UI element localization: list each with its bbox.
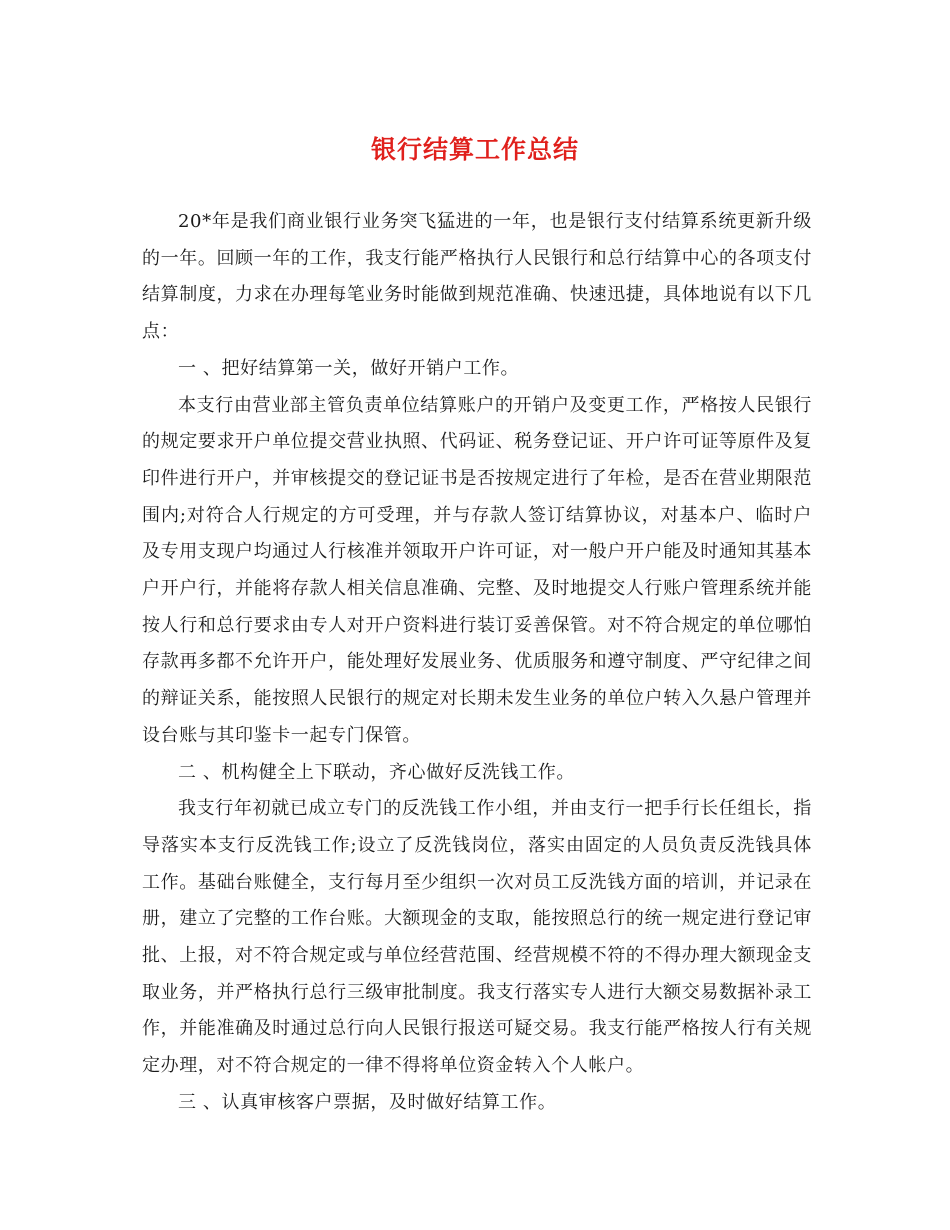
section-heading-1: 一 、把好结算第一关，做好开销户工作。 [178,357,520,379]
paragraph-account-opening: 本支行由营业部主管负责单位结算账户的开销户及变更工作，严格按人民银行的规定要求开户单位提交营业执照、代码证、税务登记证、开户许可证等原件及复印件进行开户，并审核提交的登记证书是否按规定进行了年检，是否在营业期限范围内;对符合人行规定的方可受理，并与存款人签订结算协议，对基本户、临时户及专用支现户均通过人行核准并领取开户许可证，对一般户开户能及时通知其基本户开户行，并能将存款人相关信息准确、完整、及时地提交人行账户管理系统并能按人行和总行要求由专人对开户资料进行装订妥善保管。对不符合规定的单位哪怕存款再多都不允许开户，能处理好发展业务、优质服务和遵守制度、严守纪律之间的辩证关系，能按照人民银行的规定对长期未发生业务的单位户转入久悬户管理并设台账与其印鉴卡一起专门保管。 [142,394,812,746]
section-heading-3: 三 、认真审核客户票据，及时做好结算工作。 [178,1091,557,1113]
paragraph-intro: 20*年是我们商业银行业务突飞猛进的一年，也是银行支付结算系统更新升级的一年。回顾一年的工作，我支行能严格执行人民银行和总行结算中心的各项支付结算制度，力求在办理每笔业务时能做到规范准确、快速迅捷，具体地说有以下几点： [142,211,812,343]
paragraph-anti-money-laundering: 我支行年初就已成立专门的反洗钱工作小组，并由支行一把手行长任组长，指导落实本支行反洗钱工作;设立了反洗钱岗位，落实由固定的人员负责反洗钱具体工作。基础台账健全，支行每月至少组织一次对员工反洗钱方面的培训，并记录在册，建立了完整的工作台账。大额现金的支取，能按照总行的统一规定进行登记审批、上报，对不符合规定或与单位经营范围、经营规模不符的不得办理大额现金支取业务，并严格执行总行三级审批制度。我支行落实专人进行大额交易数据补录工作，并能准确及时通过总行向人民银行报送可疑交易。我支行能严格按人行有关规定办理，对不符合规定的一律不得将单位资金转入个人帐户。 [142,798,812,1077]
document-title: 银行结算工作总结 [370,135,579,164]
document-body [142,204,812,1122]
section-heading-2: 二 、机构健全上下联动，齐心做好反洗钱工作。 [178,761,575,783]
